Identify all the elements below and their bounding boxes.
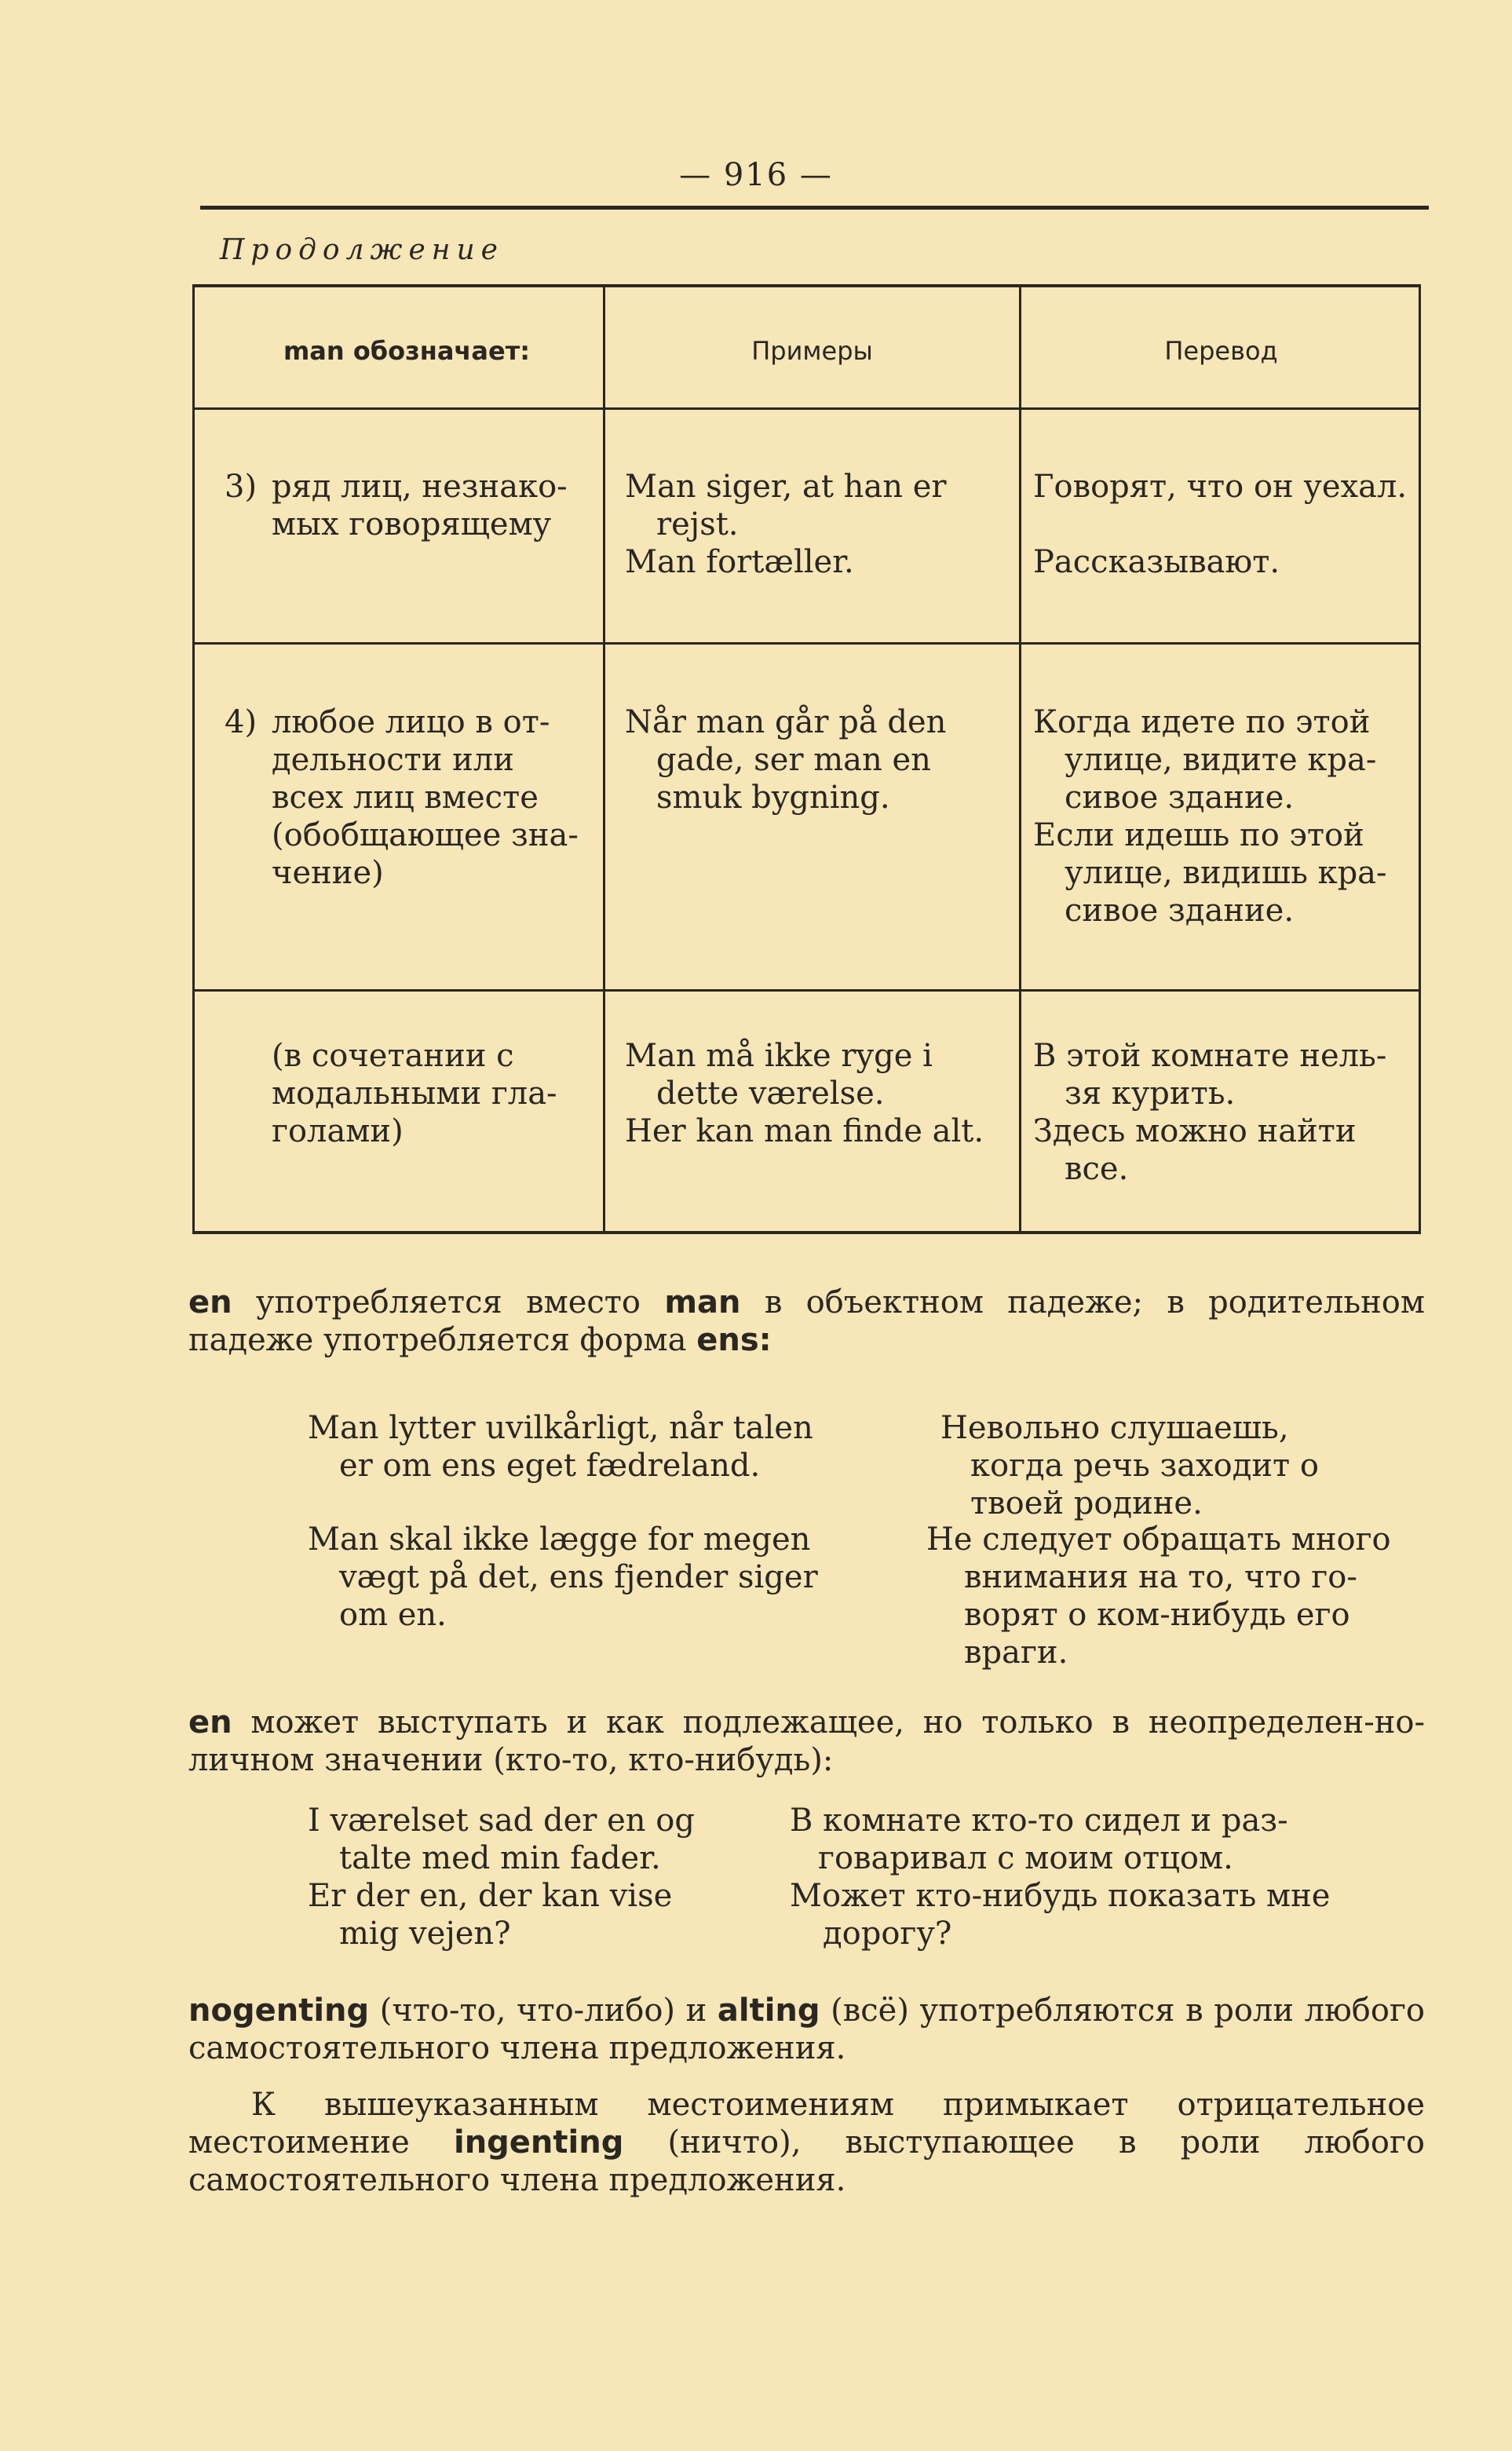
- row-examples: Man må ikke ryge i dette værelse. Her kan man finde alt.: [625, 1038, 984, 1149]
- row-meaning: (в сочетании с модальными гла- голами): [272, 1038, 557, 1149]
- continuation-label: Продолжение: [220, 234, 504, 266]
- column-divider: [1019, 287, 1021, 1231]
- header-rule: [200, 206, 1429, 210]
- example-russian: Не следует обращать много внимания на то, что го- ворят о ком-нибудь его враги.: [926, 1521, 1391, 1671]
- example-danish: I værelset sad der en og talte med min fader.: [308, 1803, 695, 1876]
- example-russian: Невольно слушаешь, когда речь заходит о твоей родине.: [940, 1410, 1319, 1521]
- example-danish: Man lytter uvilkårligt, når talen er om ens eget fædreland.: [308, 1410, 813, 1484]
- row-examples: Når man går på den gade, ser man en smuk bygning.: [625, 704, 947, 816]
- example-russian: Может кто-нибудь показать мне дорогу?: [790, 1878, 1331, 1952]
- usage-table: [192, 284, 1421, 1234]
- row-translation: Говорят, что он уехал. Рассказывают.: [1033, 469, 1408, 580]
- paragraph-en-object: en употребляется вместо man в объектном падеже; в родительном падеже употребляется форма ens:: [188, 1284, 1425, 1358]
- row-translation: Когда идете по этой улице, видите кра- сивое здание. Если идешь по этой улице, видишь кра- сивое здание.: [1033, 704, 1387, 929]
- example-danish: Er der en, der kan vise mig vejen?: [308, 1878, 673, 1952]
- header-examples: Примеры: [751, 336, 873, 366]
- row-divider: [195, 642, 1419, 645]
- example-russian: В комнате кто-то сидел и раз- говаривал с моим отцом.: [790, 1803, 1288, 1876]
- row-meaning: любое лицо в от- дельности или всех лиц вместе (обобщающее зна- чение): [272, 704, 579, 891]
- page-number: — 916 —: [679, 157, 833, 193]
- paragraph-nogenting: nogenting (что-то, что-либо) и alting (всё) употребляются в роли любого самостоятельного члена предложения.: [188, 1993, 1425, 2066]
- header-divider: [195, 407, 1419, 410]
- row-number: 4): [225, 704, 257, 740]
- row-divider: [195, 989, 1419, 992]
- paragraph-en-subject: en может выступать и как подлежащее, но только в неопределен-но-личном значении (кто-то, кто-нибудь):: [188, 1704, 1425, 1778]
- header-meaning: man обозначает:: [283, 336, 531, 366]
- header-translation: Перевод: [1164, 336, 1278, 366]
- row-examples: Man siger, at han er rejst. Man fortæller.: [625, 469, 947, 580]
- paragraph-ingenting: К вышеуказанным местоимениям примыкает отрицательное местоимение ingenting (ничто), выступающее в роли любого самостоятельного члена предложения.: [188, 2087, 1425, 2198]
- row-number: 3): [225, 469, 257, 505]
- row-translation: В этой комнате нель- зя курить. Здесь можно найти все.: [1033, 1038, 1387, 1187]
- example-danish: Man skal ikke lægge for megen vægt på det, ens fjender siger om en.: [308, 1521, 818, 1633]
- row-meaning: ряд лиц, незнако- мых говорящему: [272, 469, 568, 542]
- column-divider: [603, 287, 605, 1231]
